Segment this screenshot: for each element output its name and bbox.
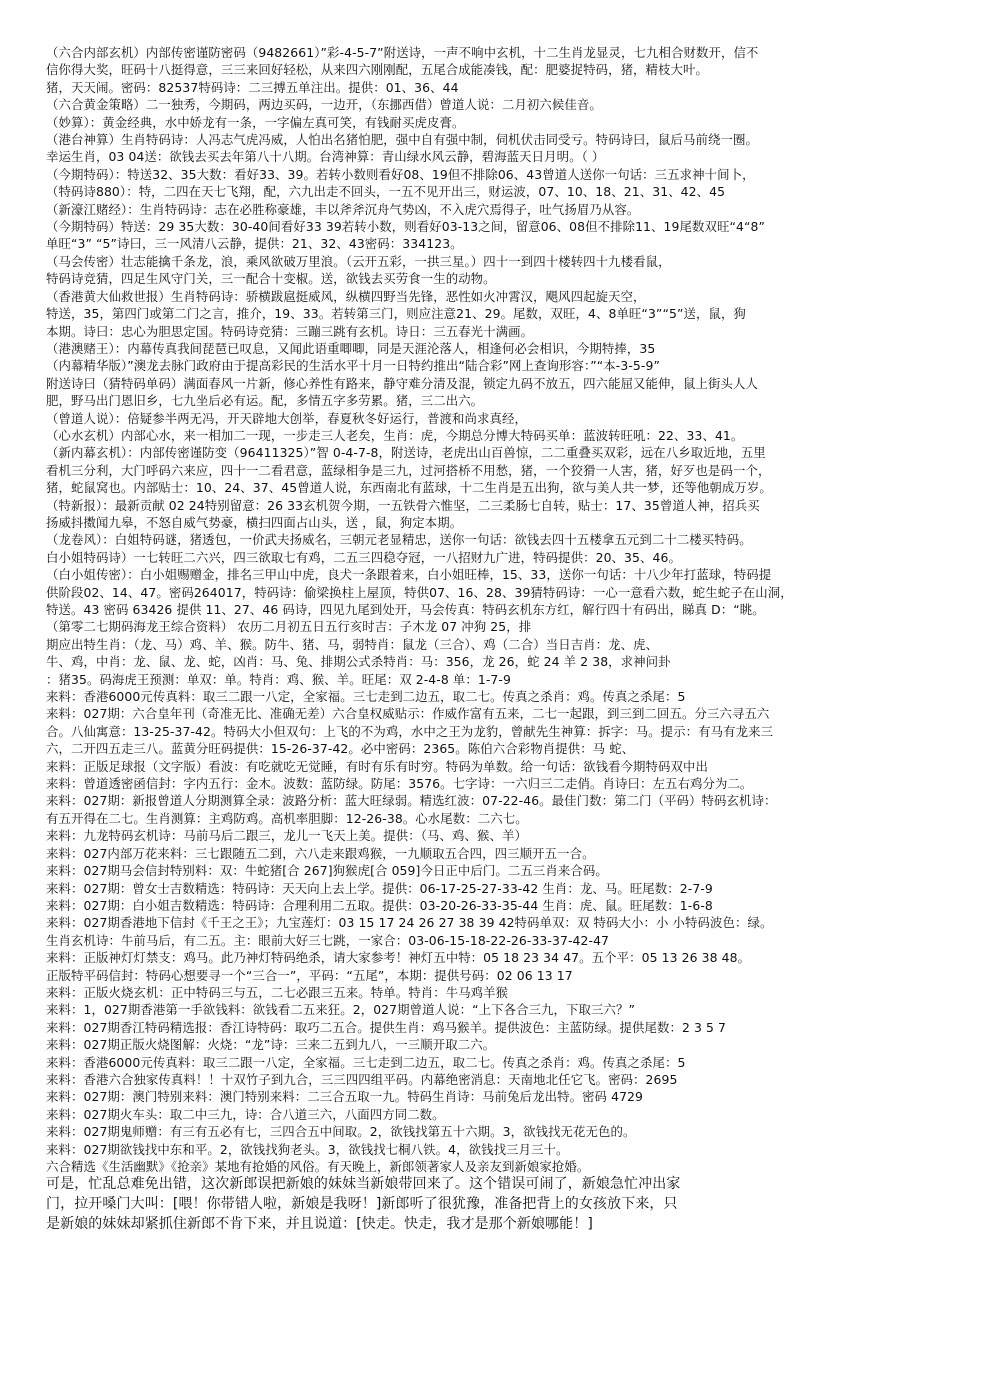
text-line: 来料：香港6000元传真料：取三二跟一八定，全家福。三七走到二边五，取二七。传真之杀肖：鸡。传真之杀尾：5 bbox=[46, 689, 686, 705]
text-line: 来料：027期鬼师赠：有三有五必有七，三四合五中间取。2，欲钱找第五十六期。3，欲钱找无花无色的。 bbox=[46, 1124, 636, 1140]
text-line: 猪，蛇鼠窝也。内部贴士：10、24、37、45曾道人说，东西南北有蓝球，十二生肖是五出狗，欲与美人共一梦，还等他朝成万岁。 bbox=[46, 480, 772, 496]
text-line: 附送诗曰（猜特码单码）满面春风一片新，修心养性有路来，静守难分清及混，锁定九码不放五，四六能屈又能伸，鼠上街头人人 bbox=[46, 375, 758, 391]
text-line: （曾道人说）：倍疑参半两无冯，开天辟地大创举，春夏秋冬好运行，普渡和尚求真经， bbox=[46, 410, 527, 426]
text-line: 来料：027期：新报曾道人分期测算全录：波路分析：蓝大旺绿弱。精选红波：07-22-46。最佳门数：第二门（平码）特码玄机诗： bbox=[46, 793, 777, 809]
text-line: 来料：九龙特码玄机诗：马前马后二跟三，龙儿一飞天上美。提供：（马、鸡、猴、羊） bbox=[46, 828, 527, 844]
text-line: 来料：027期：白小姐吉数精选：特码诗：合理利用二五取。提供：03-20-26-33-35-44 生肖：虎、鼠。旺尾数：1-6-8 bbox=[46, 897, 713, 913]
text-line: （新濠江赌经）：生肖特码诗：志在必胜称豪雄，丰以斧斧沉舟气势凶，不入虎穴焉得子，吐气扬眉乃从容。 bbox=[46, 201, 640, 217]
text-line: （内幕精华版）”澳龙去脉门政府由于提高彩民的生活水平十月一日特约推出“陆合彩”网上查询形容：”“本-3-5-9” bbox=[46, 358, 660, 374]
text-line: 特送，35，第四门或第二门之言，推介，19、33。若转第三门，则应注意21、29。尾数，双旺，4、8单旺“3”“5”送，鼠，狗 bbox=[46, 306, 746, 322]
text-line: （港台神算）生肖特码诗：人冯志气虎冯威，人怕出名猪怕肥，强中自有强中制，伺机伏击同受亏。特码诗曰，鼠后马前绕一圈。 bbox=[46, 132, 758, 148]
text-line: 来料：香港6000元传真料：取三二跟一八定，全家福。三七走到二边五，取二七。传真之杀肖：鸡。传真之杀尾：5 bbox=[46, 1054, 686, 1070]
text-line: 来料：正版神灯灯禁支：鸡马。此乃神灯特码绝杀，请大家参考！神灯五中特：05 18 23 34 47。五个平：05 13 26 38 48。 bbox=[46, 950, 751, 966]
text-line: 来料：027期：曾女士吉数精选：特码诗：天天向上去上学。提供：06-17-25-27-33-42 生肖：龙、马。旺尾数：2-7-9 bbox=[46, 880, 713, 896]
text-line: 来料：027期马会信封特别料：双：牛蛇猪[合 267]狗猴虎[合 059]今日正中后门。二五三肖来合码。 bbox=[46, 863, 608, 879]
text-line: （特新报）：最新贡献 02 24特别留意：26 33玄机贺今期，一五铁骨六惟坚，二三柔肠七自转，贴士：17、35曾道人神，招兵买 bbox=[46, 497, 760, 513]
text-line: （香港黄大仙救世报）生肖特码诗：骄横跋扈挺威风，纵横四野当先锋，恶性如火冲霄汉，飓风四起旋天空， bbox=[46, 288, 646, 304]
text-line: 来料：027期香港地下信封《千王之王》；九宝莲灯：03 15 17 24 26 27 38 39 42特码单双：双 特码大小：小 小特码波色：绿。 bbox=[46, 915, 773, 931]
text-line: 六合精选《生活幽默》《抢亲》某地有抢婚的风俗。有天晚上，新郎领著家人及亲友到新娘家抢婚。 bbox=[46, 1159, 590, 1174]
text-line: 特送。43 密码 63426 提供 11、27、46 码诗，四见九尾到处开，马会传真：特码玄机东方红，解行四十有码出，睇真 D：“眺。 bbox=[46, 602, 765, 617]
text-line: 来料：027期欲钱找中东和平。2，欲钱找狗老头。3，欲钱找七桐八铁。4，欲钱找三月三十。 bbox=[46, 1141, 569, 1157]
text-line: 来料：正版火烧玄机：正中特码三与五，二七必跟三五来。特单。特肖：牛马鸡羊猴 bbox=[46, 984, 509, 1000]
text-line: 来料：027期火车头：取二中三九，诗：合八道三六，八面四方同二数。 bbox=[46, 1106, 445, 1122]
text-line: 来料：027期香江特码精选报：香江诗特码：取巧二五合。提供生肖：鸡马猴羊。提供波色：主蓝防绿。提供尾数：2 3 5 7 bbox=[46, 1019, 727, 1035]
text-line: 来料：027期：澳门特别来料：澳门特别来料：二三合五取一九。特码生肖诗：马前兔后龙出特。密码 4729 bbox=[46, 1089, 644, 1105]
text-line: 期应出特生肖：（龙、马）鸡、羊、猴。防牛、猪、马，弱特肖：鼠龙（三合）、鸡（二合）当日吉肖：龙、虎、 bbox=[46, 636, 659, 652]
text-line: 可是，忙乱总难免出错，这次新郎误把新娘的妹妹当新娘带回来了。这个错误可闹了，新娘急忙冲出家 bbox=[46, 1176, 681, 1193]
text-line: （龙卷风）：白姐特码谜，猪透包，一价武夫扬威名，三朝元老显精忠，送你一句话：欲钱去四十五楼拿五元到二十二楼买特码。 bbox=[46, 532, 752, 548]
text-line: 猪，天天闹。密码：82537特码诗：二三搏五单注出。提供：01、36、44 bbox=[46, 79, 459, 95]
text-line: 来料：香港六合独家传真料！！十双竹子到九合，三三四四组平码。内幕绝密消息：天南地北任它飞。密码：2695 bbox=[46, 1071, 678, 1087]
text-line: （特码诗880）：特，二四在天七飞翔，配，六九出走不回头，一五不见开出三，财运波，07、10、18、21、31、42、45 bbox=[46, 184, 726, 200]
text-line: 来料：正版足球报（文字版）看波：有吃就吃无觉睡，有时有乐有时穷。特码为单数。给一句话：欲钱看今期特码双中出 bbox=[46, 758, 709, 774]
text-line: 合。八仙寓意：13-25-37-42。特码大小但双句：上飞的不为鸡，水中之王为龙豹，曾献先生神算：拆字：马。提示：有马有龙来三 bbox=[46, 723, 774, 739]
text-line: 正版特平码信封：特码心想要寻一个“三合一”，平码：“五尾”，本期：提供号码：02 06 13 17 bbox=[46, 967, 573, 983]
text-line: ：猪35。码海虎王预测：单双：单。特肖：鸡、猴、羊。旺尾：双 2-4-8 单：1-7-9 bbox=[46, 671, 511, 687]
text-line: （马会传密）壮志能擒千条龙，浪，乘风欲破万里浪。（云开五彩，一拱三星。）四十一到四十楼转四十九楼看鼠， bbox=[46, 253, 671, 269]
text-line: 扬威抖擞闻九皋，不怒自威气势豪，横扫四面占山头，送 ，鼠，狗定本期。 bbox=[46, 514, 463, 530]
text-line: 来料：027期正版火烧图解：火烧：“龙”诗：三来二五到九八，一三顺开取二六。 bbox=[46, 1037, 496, 1053]
text-line: （白小姐传密）：白小姐赐赠金，排名三甲山中虎，良犬一条跟着来，白小姐旺棒，15、33，送你一句话：十八少年打蓝球，特码提 bbox=[46, 567, 772, 583]
text-line: （心水玄机）内部心水，来一相加二一现，一步走三人老矣，生肖：虎，今期总分博大特码买单：蓝波转旺吼：22、33、41。 bbox=[46, 427, 744, 443]
text-line: （六合黄金策略）二一独秀，今期码，两边买码，一边开，（东挪西借）曾道人说：二月初六候佳音。 bbox=[46, 97, 602, 113]
text-line: 来料：曾道透密函信封：字内五行：金木。波数：蓝防绿。防尾：3576。七字诗：一六归三二走俏。肖诗曰：左五右鸡分为二。 bbox=[46, 776, 753, 792]
text-line: 门，拉开嗓门大叫：[喂！你带错人啦，新娘是我呀！]新郎听了很犹豫，准备把背上的女孩放下来，只 bbox=[46, 1196, 678, 1212]
text-line: （第零二七期码海龙王综合资料） 农历二月初五日五行亥时吉：子木龙 07 冲狗 25，排 bbox=[46, 619, 532, 635]
text-line: 幸运生肖，03 04送：欲钱去买去年第八十八期。台湾神算：青山绿水风云静，碧海蓝天日月明。（ ） bbox=[46, 149, 605, 165]
text-line: 肥，野马出门恩旧乡，七九坐后必有运。配，多情五字多劳累。猪，三二出六。 bbox=[46, 393, 484, 409]
text-line: 来料：027内部万花来料：三七跟随五二到，六八走来跟鸡猴，一九顺取五合四，四三顺开五一合。 bbox=[46, 845, 595, 861]
text-line: 牛、鸡，中肖：龙、鼠、龙、蛇，凶肖：马、兔、排期公式杀特肖：马：356，龙 26，蛇 24 羊 2 38，求神问卦 bbox=[46, 654, 671, 670]
text-line: 白小姐特码诗）一七转旺二六兴，四三欲取七有鸡，二五三四稳夺冠，一八招财九广进，特码提供：20、35、46。 bbox=[46, 549, 681, 565]
text-line: 供阶段02、14、47。密码264017，特码诗：偷梁换柱上屋顶，特供07、16、28、39猜特码诗：一心一意看六数，蛇生蛇子在山洞， bbox=[46, 584, 793, 600]
text-line: （港澳赌王）：内幕传真我间琵琶已叹息，又闻此语重唧唧，同是天涯沦落人，相逢何必会相识，今期特捧，35 bbox=[46, 340, 656, 356]
text-line: 有五开得在二七。生肖测算：主鸡防鸡。高机率胆脚：12-26-38。心水尾数：二六七。 bbox=[46, 810, 528, 826]
text-line: （妙算）：黄金经典，水中娇龙有一条，一字偏左真可笑，有钱耐买虎皮膏。 bbox=[46, 114, 465, 130]
text-line: （六合内部玄机）内部传密谨防密码（9482661）”彩-4-5-7”附送诗，一声不响中玄机，十二生肖龙显灵，七九相合财数开，信不 bbox=[46, 45, 759, 60]
text-line: 信你得大奖，旺码十八挺得意，三三来回好轻松，从来四六刚刚配，五尾合成能凑钱，配：肥婆捉特码，猪，精枝大叶。 bbox=[46, 62, 709, 78]
text-line: 特码诗竞猜，四足生风守门关，三一配合十变椒。送，欲钱去买劳食一生的动物。 bbox=[46, 271, 496, 287]
text-line: 来料：027期：六合皇年刊（奇准无比、准确无差）六合皇权威贴示：作威作富有五来，二七一起跟，到三到二回五。分三六寻五六 bbox=[46, 706, 770, 722]
text-line: （新内幕玄机）：内部传密谨防变（96411325）”智 0-4-7-8，附送诗，老虎出山百兽惊，二二重叠买双彩，远在八乡取近地，五里 bbox=[46, 445, 766, 461]
text-line: 本期。诗曰：忠心为胆思定国。特码诗竞猜：三蹦三跳有玄机。诗日：三五春光十满画。 bbox=[46, 323, 534, 339]
text-line: （今期特码）：特送32、35大数：看好33、39。若转小数则看好08、19但不排除06、43曾道人送你一句话：三五求神十间卜， bbox=[46, 166, 755, 182]
text-line: 生肖玄机诗：牛前马后，有二五。主：眼前大好三七跳，一家合：03-06-15-18-22-26-33-37-42-47 bbox=[46, 932, 610, 948]
text-line: 来料：1，027期香港第一手欲钱料：欲钱看二五来狂。2，027期曾道人说：“上下各合三九，下取三六？” bbox=[46, 1002, 636, 1018]
text-line: 看机三分利，大门呼码六来应，四十一二看君意，蓝绿相争是三九，过河搭桥不用愁，猪，一个狡猾一人害，猪，好歹也是码一个， bbox=[46, 462, 771, 478]
text-line: 是新娘的妹妹却紧抓住新郎不肯下来，并且说道：[快走。快走，我才是那个新娘哪能！] bbox=[46, 1215, 593, 1232]
text-line: 六，二开四五走三八。蓝黄分旺码提供：15-26-37-42。必中密码：2365。陈伯六合彩物肖提供：马 蛇、 bbox=[46, 741, 635, 757]
text-line: （今期特码）特送：29 35大数：30-40间看好33 39若转小数，则看好03-13之间，留意06、08但不排除11、19尾数双旺“4“8” bbox=[46, 219, 765, 235]
text-line: 单旺“3” “5”诗曰，三一风清八云静，提供：21、32、43密码：334123。 bbox=[46, 236, 463, 252]
